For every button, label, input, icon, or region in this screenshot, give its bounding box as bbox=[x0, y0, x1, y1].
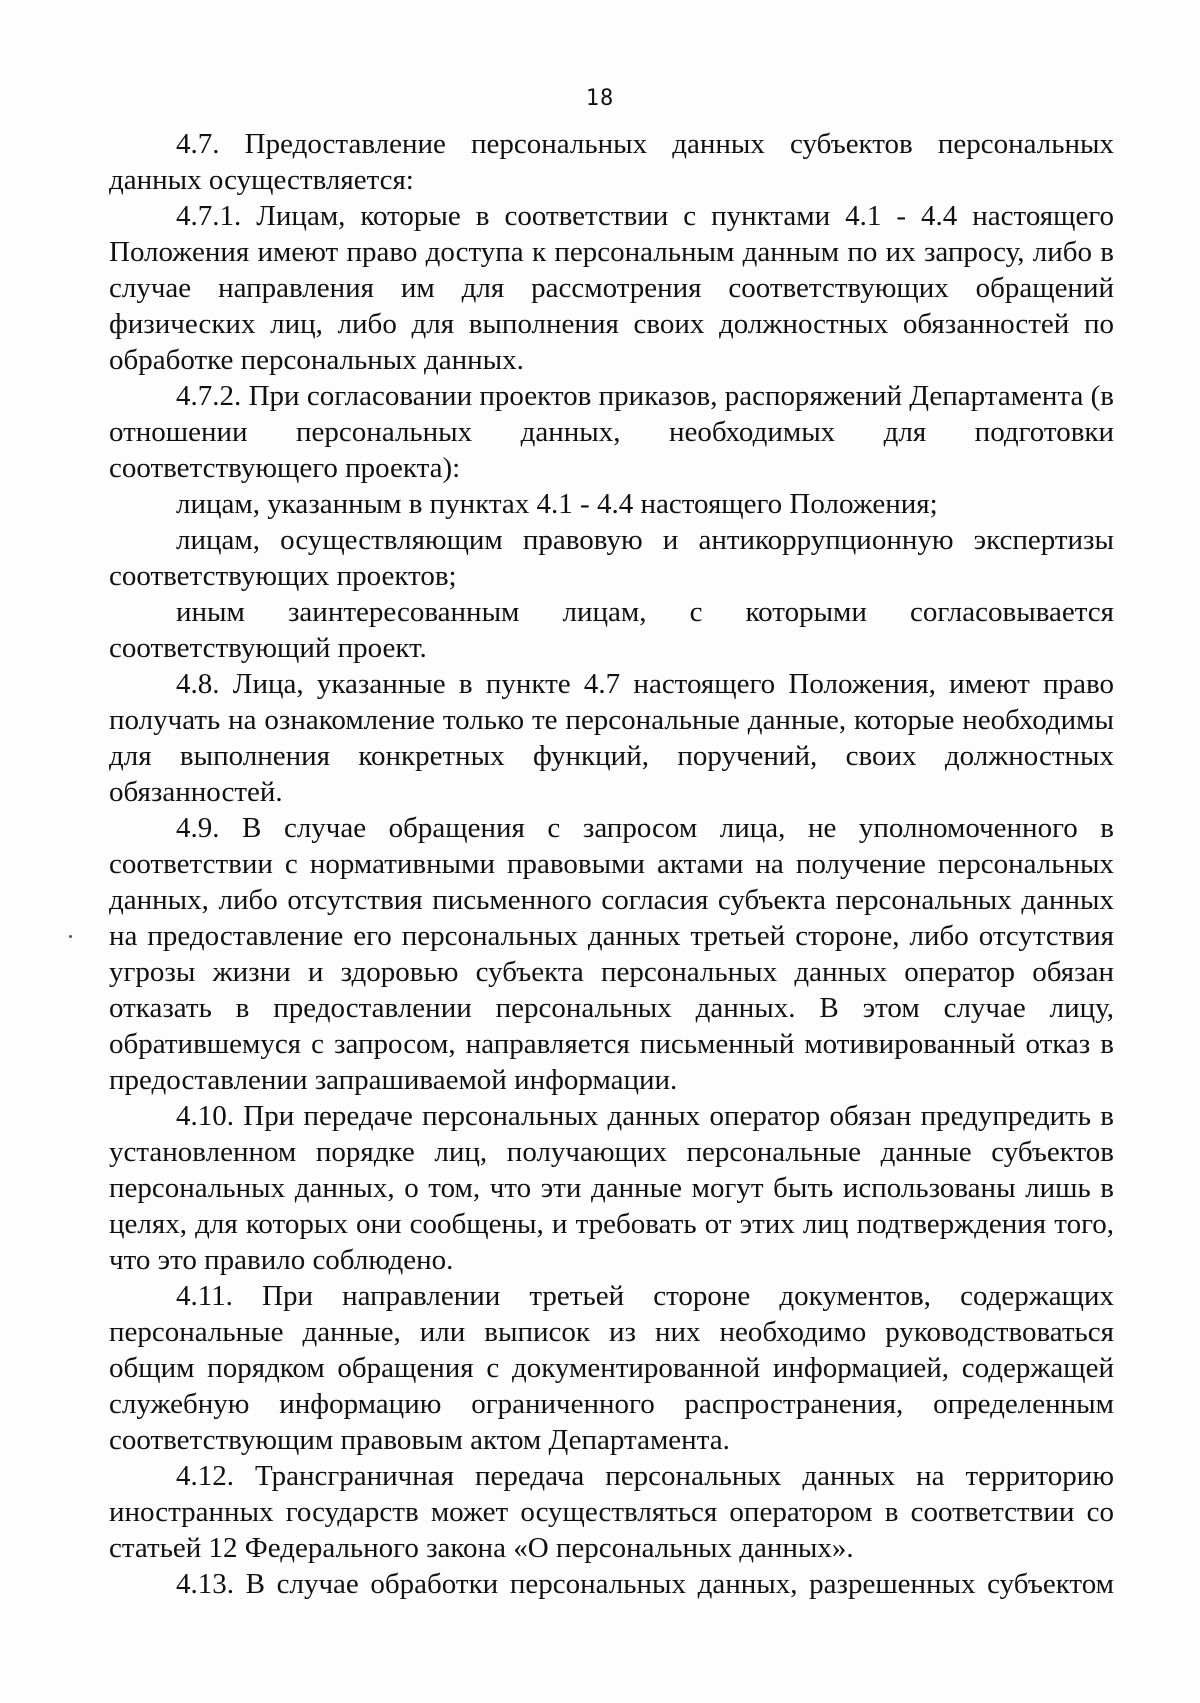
paragraph-4-8: 4.8. Лица, указанные в пункте 4.7 настоящего Положения, имеют право получать на ознакомление только те персональные данные, которые необходимы для выполнения конкретных функций, поручений, своих должностных обязанностей. bbox=[109, 668, 1114, 808]
paragraph-4-13: 4.13. В случае обработки персональных данных, разрешенных субъектом bbox=[176, 1568, 1114, 1600]
list-item-persons-4-1-4-4: лицам, указанным в пунктах 4.1 - 4.4 настоящего Положения; bbox=[176, 488, 938, 520]
paragraph-4-7-1: 4.7.1. Лицам, которые в соответствии с пунктами 4.1 - 4.4 настоящего Положения имеют право доступа к персональным данным по их запросу, либо в случае направления им для рассмотрения соответствующих обращений физических лиц, либо для выполнения своих должностных обязанностей по обработке персональных данных. bbox=[109, 200, 1114, 376]
paragraph-4-10: 4.10. При передаче персональных данных оператор обязан предупредить в установленном порядке лиц, получающих персональные данные субъектов персональных данных, о том, что эти данные могут быть использованы лишь в целях, для которых они сообщены, и требовать от этих лиц подтверждения того, что это правило соблюдено. bbox=[109, 1100, 1114, 1276]
document-body bbox=[109, 126, 1114, 1602]
list-item-other-persons: иным заинтересованным лицам, с которыми согласовывается соответствующий проект. bbox=[109, 596, 1114, 664]
paragraph-4-7: 4.7. Предоставление персональных данных субъектов персональных данных осуществляется: bbox=[109, 128, 1114, 196]
paragraph-4-9: 4.9. В случае обращения с запросом лица, не уполномоченного в соответствии с нормативными правовыми актами на получение персональных данных, либо отсутствия письменного согласия субъекта персональных данных на предоставление его персональных данных третьей стороне, либо отсутствия угрозы жизни и здоровью субъекта персональных данных оператор обязан отказать в предоставлении персональных данных. В этом случае лицу, обратившемуся с запросом, направляется письменный мотивированный отказ в предоставлении запрашиваемой информации. bbox=[109, 812, 1114, 1096]
paragraph-4-12: 4.12. Трансграничная передача персональных данных на территорию иностранных государств может осуществляться оператором в соответствии со статьей 12 Федерального закона «О персональных данных». bbox=[109, 1460, 1114, 1564]
paragraph-4-7-2: 4.7.2. При согласовании проектов приказов, распоряжений Департамента (в отношении персональных данных, необходимых для подготовки соответствующего проекта): bbox=[109, 380, 1114, 484]
paragraph-4-11: 4.11. При направлении третьей стороне документов, содержащих персональные данные, или выписок из них необходимо руководствоваться общим порядком обращения с документированной информацией, содержащей служебную информацию ограниченного распространения, определенным соответствующим правовым актом Департамента. bbox=[109, 1280, 1114, 1456]
list-item-legal-expertise: лицам, осуществляющим правовую и антикоррупционную экспертизы соответствующих проектов; bbox=[109, 524, 1114, 592]
scan-speck bbox=[69, 935, 72, 938]
page-number: 18 bbox=[585, 86, 615, 111]
